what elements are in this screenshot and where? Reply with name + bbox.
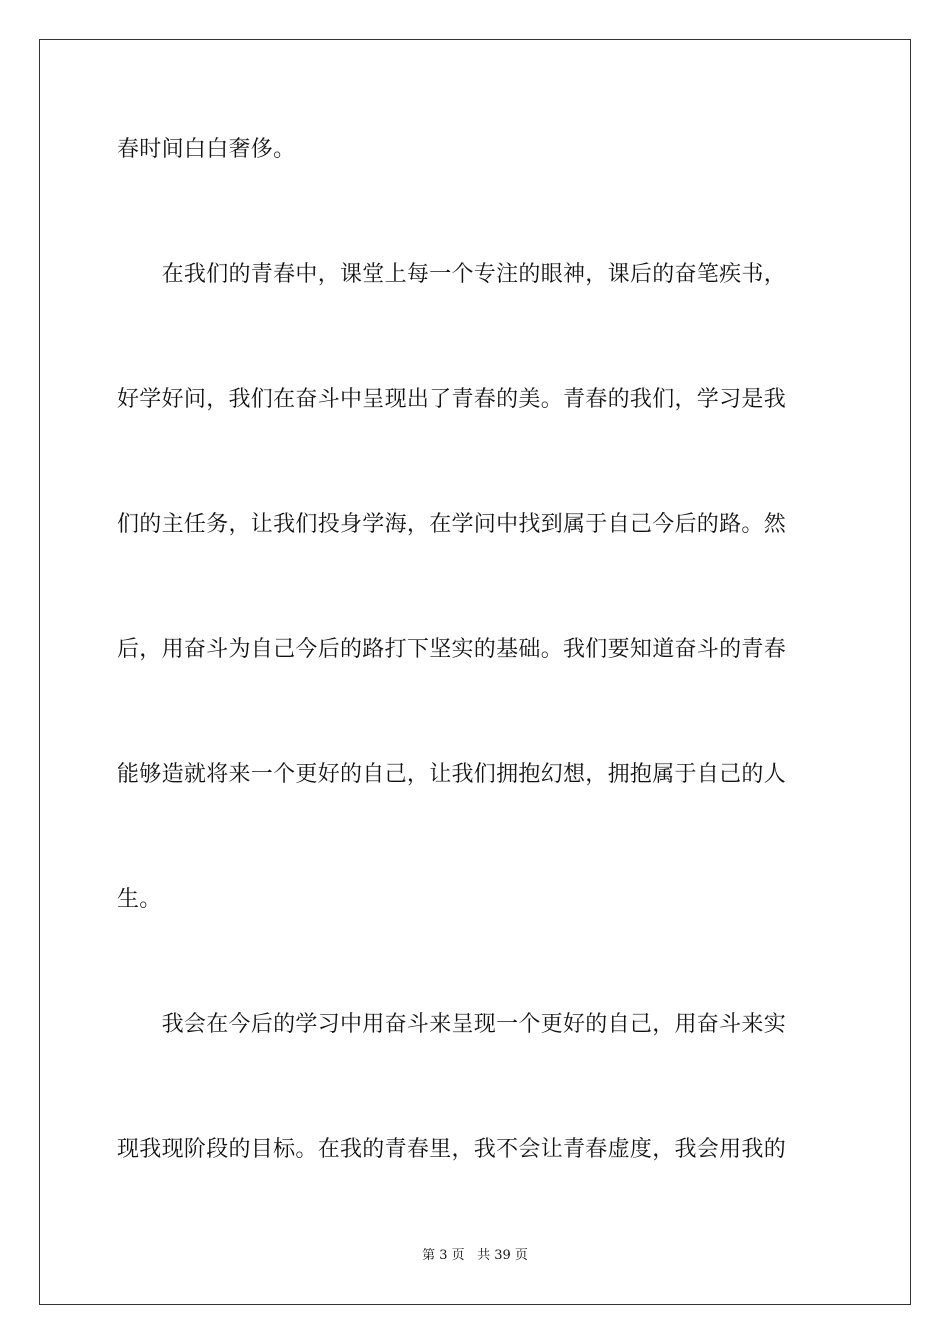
text-line: 现我现阶段的目标。在我的青春里，我不会让青春虚度，我会用我的 [117,1137,787,1162]
page-footer [0,1248,950,1264]
page-border [39,39,911,1305]
text-line: 我会在今后的学习中用奋斗来呈现一个更好的自己，用奋斗来实 [117,1012,787,1037]
text-line: 们的主任务，让我们投身学海，在学问中找到属于自己今后的路。然 [117,512,787,537]
text-line: 好学好问，我们在奋斗中呈现出了青春的美。青春的我们，学习是我 [117,387,787,412]
text-line: 后，用奋斗为自己今后的路打下坚实的基础。我们要知道奋斗的青春 [117,637,787,662]
text-line: 春时间白白奢侈。 [117,137,296,162]
text-line: 生。 [117,887,162,912]
text-line: 能够造就将来一个更好的自己，让我们拥抱幻想，拥抱属于自己的人 [117,762,787,787]
total-pages: 共 39 页 [477,1248,528,1263]
text-line: 在我们的青春中，课堂上每一个专注的眼神，课后的奋笔疾书， [117,262,787,287]
page-number: 第 3 页 [422,1248,465,1263]
